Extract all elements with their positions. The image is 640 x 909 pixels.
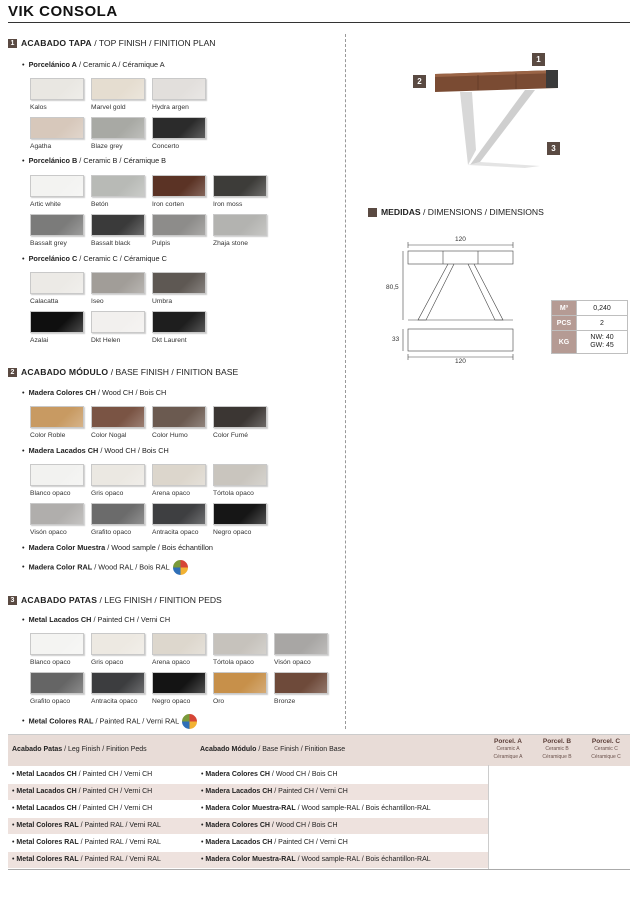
swatch-chip: [91, 464, 145, 486]
swatch-chip: [274, 633, 328, 655]
section-subtitle: / BASE FINISH / FINITION BASE: [108, 367, 239, 377]
swatch-chip: [152, 503, 206, 525]
swatch-metal2-3: [213, 672, 267, 705]
swatch-label: Blanco opaco: [30, 659, 71, 666]
swatch-woodCH-0: [30, 406, 84, 439]
swatch-porcC1-2: [152, 272, 206, 305]
swatch-chip: [152, 672, 206, 694]
swatch-chip: [152, 175, 206, 197]
ral-color-wheel-icon: [182, 714, 197, 729]
sub-madera-muestra: • Madera Color Muestra / Wood sample / Bois échantillon: [22, 543, 213, 552]
swatch-chip: [30, 175, 84, 197]
swatch-metal1-1: [91, 633, 145, 666]
swatch-porcB1-3: [213, 175, 267, 208]
swatch-woodCH-3: [213, 406, 267, 439]
section-number: 3: [8, 596, 17, 605]
table-row: [8, 801, 488, 817]
swatch-label: Antracita opaco: [91, 698, 138, 705]
swatch-woodLac1-0: [30, 464, 84, 497]
leg-finish-cell: • Metal Lacados CH / Painted CH / Verni CH: [12, 767, 152, 783]
sub-porcelanico-c: • Porcelánico C / Ceramic C / Céramique C: [22, 254, 167, 263]
swatch-label: Blaze grey: [91, 143, 123, 150]
swatch-label: Grafito opaco: [91, 529, 132, 536]
leg-finish-cell: • Metal Colores RAL / Painted RAL / Verni RAL: [12, 818, 161, 834]
section-leg-finish: [8, 595, 222, 605]
swatch-chip: [213, 214, 267, 236]
swatch-label: Visón opaco: [274, 659, 311, 666]
swatch-label: Dkt Helen: [91, 337, 121, 344]
swatch-chip: [152, 272, 206, 294]
swatch-chip: [30, 214, 84, 236]
swatch-metal2-0: [30, 672, 84, 705]
swatch-chip: [213, 464, 267, 486]
swatch-woodLac2-0: [30, 503, 84, 536]
section-subtitle: / LEG FINISH / FINITION PEDS: [97, 595, 222, 605]
section-number: 2: [8, 368, 17, 377]
swatch-chip: [91, 214, 145, 236]
swatch-woodCH-2: [152, 406, 206, 439]
section-subtitle: / TOP FINISH / FINITION PLAN: [91, 38, 216, 48]
col-header-porcel-a: Porcel. A Ceramic A Céramique A: [493, 738, 523, 760]
swatch-label: Calacatta: [30, 298, 59, 305]
spec-table: [551, 300, 628, 354]
swatch-chip: [91, 117, 145, 139]
table-row: [8, 767, 488, 783]
swatch-chip: [152, 464, 206, 486]
swatch-label: Hydra argen: [152, 104, 189, 111]
section-title: ACABADO PATAS: [21, 595, 98, 605]
swatch-woodCH-1: [91, 406, 145, 439]
sub-madera-colores: • Madera Colores CH / Wood CH / Bois CH: [22, 388, 166, 397]
swatch-porcB2-1: [91, 214, 145, 247]
table-bottom-rule: [8, 869, 630, 870]
base-finish-cell: • Madera Lacados CH / Painted CH / Verni CH: [201, 835, 348, 851]
swatch-porcB2-3: [213, 214, 267, 247]
col-header-base: Acabado Módulo / Base Finish / Finition Base: [200, 746, 346, 753]
swatch-chip: [152, 311, 206, 333]
swatch-woodLac1-1: [91, 464, 145, 497]
swatch-label: Tórtola opaco: [213, 659, 254, 666]
swatch-chip: [30, 117, 84, 139]
spec-row: PCS 2: [552, 316, 628, 331]
table-row: [8, 835, 488, 851]
section-title: ACABADO MÓDULO: [21, 367, 109, 377]
swatch-label: Zhaja stone: [213, 240, 248, 247]
swatch-label: Iron corten: [152, 201, 184, 208]
swatch-chip: [30, 503, 84, 525]
column-divider: [345, 34, 346, 729]
swatch-chip: [213, 672, 267, 694]
swatch-chip: [91, 311, 145, 333]
swatch-label: Umbra: [152, 298, 173, 305]
leg-finish-cell: • Metal Colores RAL / Painted RAL / Verni RAL: [12, 852, 161, 868]
swatch-label: Negro opaco: [152, 698, 191, 705]
swatch-woodLac2-2: [152, 503, 206, 536]
swatch-label: Iron moss: [213, 201, 243, 208]
swatch-chip: [152, 78, 206, 100]
swatch-chip: [30, 78, 84, 100]
swatch-porcA2-0: [30, 117, 84, 150]
swatch-porcA1-1: [91, 78, 145, 111]
leg-finish-cell: • Metal Lacados CH / Painted CH / Verni CH: [12, 784, 152, 800]
swatch-label: Color Nogal: [91, 432, 127, 439]
swatch-porcC2-1: [91, 311, 145, 344]
swatch-porcA2-2: [152, 117, 206, 150]
swatch-metal2-2: [152, 672, 206, 705]
heading-square: [368, 208, 377, 217]
swatch-woodLac2-1: [91, 503, 145, 536]
swatch-chip: [91, 78, 145, 100]
swatch-label: Betón: [91, 201, 109, 208]
marker-1: 1: [532, 53, 545, 66]
sub-metal-ral: • Metal Colores RAL / Painted RAL / Verni RAL: [22, 714, 197, 729]
table-row: [8, 784, 488, 800]
swatch-metal2-1: [91, 672, 145, 705]
swatch-chip: [91, 406, 145, 428]
swatch-chip: [274, 672, 328, 694]
base-finish-cell: • Madera Lacados CH / Painted CH / Verni CH: [201, 784, 348, 800]
swatch-label: Artic white: [30, 201, 61, 208]
sub-porcelanico-b: • Porcelánico B / Ceramic B / Céramique B: [22, 156, 166, 165]
swatch-metal1-0: [30, 633, 84, 666]
swatch-porcB1-2: [152, 175, 206, 208]
spec-row: KG NW: 40 GW: 45: [552, 331, 628, 354]
swatch-chip: [30, 464, 84, 486]
swatch-metal1-4: [274, 633, 328, 666]
col-header-porcel-b: Porcel. B Ceramic B Céramique B: [542, 738, 572, 760]
swatch-label: Visón opaco: [30, 529, 67, 536]
ral-color-wheel-icon: [173, 560, 188, 575]
swatch-label: Kalos: [30, 104, 47, 111]
swatch-chip: [152, 406, 206, 428]
swatch-porcB2-2: [152, 214, 206, 247]
swatch-label: Blanco opaco: [30, 490, 71, 497]
swatch-label: Tórtola opaco: [213, 490, 254, 497]
dimensions-heading: MEDIDAS / DIMENSIONS / DIMENSIONS: [368, 207, 544, 217]
swatch-label: Grafito opaco: [30, 698, 71, 705]
sub-metal-lacados: • Metal Lacados CH / Painted CH / Verni CH: [22, 615, 170, 624]
swatch-chip: [91, 175, 145, 197]
swatch-woodLac1-2: [152, 464, 206, 497]
swatch-chip: [152, 214, 206, 236]
swatch-woodLac1-3: [213, 464, 267, 497]
swatch-label: Dkt Laurent: [152, 337, 187, 344]
swatch-metal1-2: [152, 633, 206, 666]
swatch-label: Negro opaco: [213, 529, 252, 536]
swatch-label: Agatha: [30, 143, 52, 150]
swatch-label: Oro: [213, 698, 225, 705]
section-title: ACABADO TAPA: [21, 38, 92, 48]
marker-2: 2: [413, 75, 426, 88]
leg-finish-cell: • Metal Lacados CH / Painted CH / Verni CH: [12, 801, 152, 817]
sub-madera-lacados: • Madera Lacados CH / Wood CH / Bois CH: [22, 446, 169, 455]
sub-porcelanico-a: • Porcelánico A / Ceramic A / Céramique A: [22, 60, 165, 69]
dim-base-height: 33: [392, 336, 400, 343]
swatch-label: Azalai: [30, 337, 49, 344]
section-number: 1: [8, 39, 17, 48]
swatch-porcC1-0: [30, 272, 84, 305]
section-top-finish: [8, 38, 216, 48]
swatch-chip: [30, 272, 84, 294]
swatch-label: Gris opaco: [91, 490, 124, 497]
swatch-chip: [91, 633, 145, 655]
swatch-label: Marvel gold: [91, 104, 126, 111]
swatch-porcC1-1: [91, 272, 145, 305]
swatch-chip: [91, 272, 145, 294]
swatch-porcA1-2: [152, 78, 206, 111]
swatch-label: Color Humo: [152, 432, 188, 439]
swatch-label: Iseo: [91, 298, 104, 305]
swatch-label: Concerto: [152, 143, 180, 150]
swatch-label: Arena opaco: [152, 659, 190, 666]
swatch-woodLac2-3: [213, 503, 267, 536]
spec-row: M³ 0,240: [552, 301, 628, 316]
swatch-chip: [30, 633, 84, 655]
swatch-chip: [152, 117, 206, 139]
section-base-finish: [8, 367, 238, 377]
col-header-porcel-c: Porcel. C Ceramic C Céramique C: [591, 738, 621, 760]
swatch-chip: [213, 406, 267, 428]
swatch-label: Arena opaco: [152, 490, 190, 497]
swatch-porcB1-0: [30, 175, 84, 208]
marker-3: 3: [547, 142, 560, 155]
swatch-chip: [91, 672, 145, 694]
dim-bottom-width: 120: [455, 358, 466, 365]
swatch-chip: [213, 633, 267, 655]
swatch-chip: [91, 503, 145, 525]
swatch-porcC2-0: [30, 311, 84, 344]
swatch-porcA2-1: [91, 117, 145, 150]
swatch-porcC2-2: [152, 311, 206, 344]
base-finish-cell: • Madera Colores CH / Wood CH / Bois CH: [201, 818, 338, 834]
base-finish-cell: • Madera Color Muestra-RAL / Wood sample-RAL / Bois échantillon-RAL: [201, 852, 431, 868]
swatch-label: Pulpis: [152, 240, 171, 247]
dim-top-width: 120: [455, 236, 466, 243]
swatch-label: Bronze: [274, 698, 296, 705]
swatch-metal1-3: [213, 633, 267, 666]
swatch-porcB1-1: [91, 175, 145, 208]
table-row: [8, 818, 488, 834]
swatch-porcB2-0: [30, 214, 84, 247]
swatch-label: Color Fumé: [213, 432, 248, 439]
swatch-chip: [30, 311, 84, 333]
page-title: VIK CONSOLA: [8, 3, 118, 20]
sub-madera-ral: • Madera Color RAL / Wood RAL / Bois RAL: [22, 560, 188, 575]
table-row: [8, 852, 488, 868]
swatch-label: Bassalt black: [91, 240, 131, 247]
col-header-legs: Acabado Patas / Leg Finish / Finition Peds: [12, 746, 147, 753]
dim-height: 80,5: [386, 284, 399, 291]
swatch-label: Color Roble: [30, 432, 66, 439]
swatch-porcA1-0: [30, 78, 84, 111]
title-rule: [8, 22, 630, 23]
porcelain-columns-area: [488, 765, 631, 869]
base-finish-cell: • Madera Colores CH / Wood CH / Bois CH: [201, 767, 338, 783]
swatch-label: Gris opaco: [91, 659, 124, 666]
product-image: [430, 70, 560, 180]
swatch-chip: [213, 503, 267, 525]
base-finish-cell: • Madera Color Muestra-RAL / Wood sample-RAL / Bois échantillon-RAL: [201, 801, 431, 817]
swatch-metal2-4: [274, 672, 328, 705]
leg-finish-cell: • Metal Colores RAL / Painted RAL / Verni RAL: [12, 835, 161, 851]
swatch-label: Antracita opaco: [152, 529, 199, 536]
swatch-chip: [30, 406, 84, 428]
swatch-chip: [30, 672, 84, 694]
dimension-drawing: [370, 232, 550, 367]
swatch-chip: [152, 633, 206, 655]
swatch-label: Bassalt grey: [30, 240, 67, 247]
swatch-chip: [213, 175, 267, 197]
